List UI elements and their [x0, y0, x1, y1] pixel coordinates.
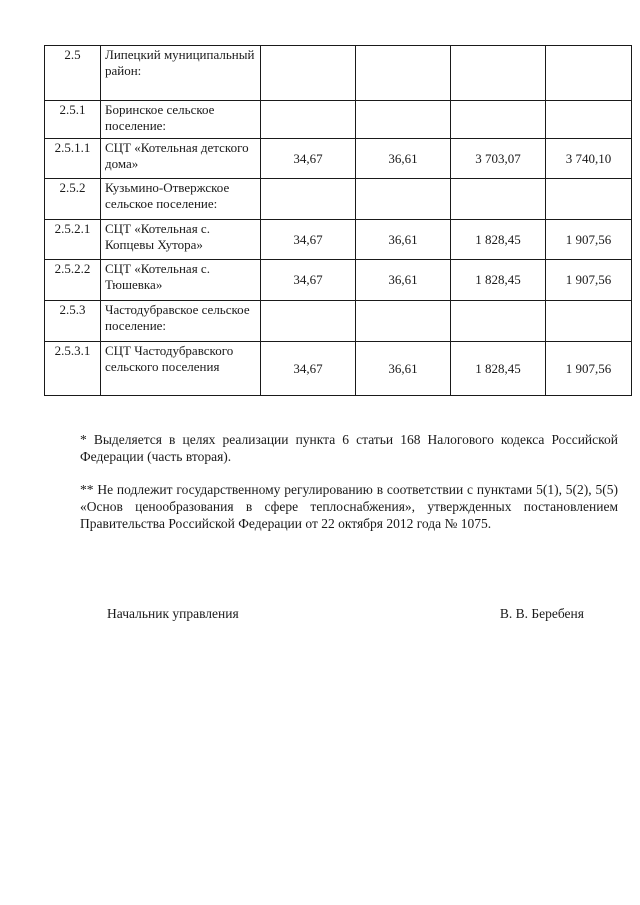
- row-value-2: 36,61: [356, 139, 451, 179]
- row-number: 2.5.3: [45, 301, 101, 342]
- row-value-3: [451, 46, 546, 101]
- row-value-3: [451, 179, 546, 220]
- row-name: СЦТ «Котельная детского дома»: [101, 139, 261, 179]
- row-value-1: 34,67: [261, 342, 356, 396]
- table-row: [45, 342, 632, 396]
- row-number: 2.5: [45, 46, 101, 101]
- row-value-2: [356, 46, 451, 101]
- row-value-1: 34,67: [261, 139, 356, 179]
- row-value-2: [356, 301, 451, 342]
- row-value-4: 3 740,10: [546, 139, 632, 179]
- row-value-1: 34,67: [261, 260, 356, 301]
- table-row: [45, 301, 632, 342]
- row-value-4: [546, 301, 632, 342]
- signature-name: В. В. Беребеня: [499, 606, 584, 621]
- footnote-block-1: [80, 431, 618, 465]
- row-name: Кузьмино-Отвержское сельское поселение:: [101, 179, 261, 220]
- row-name: Частодубравское сельское поселение:: [101, 301, 261, 342]
- tariff-table: [44, 45, 632, 396]
- row-name: СЦТ Частодубравского сельского поселения: [101, 342, 261, 396]
- row-value-4: 1 907,56: [546, 220, 632, 260]
- row-value-4: 1 907,56: [546, 342, 632, 396]
- table-row: [45, 101, 632, 139]
- row-value-4: [546, 179, 632, 220]
- row-value-3: 3 703,07: [451, 139, 546, 179]
- row-value-3: 1 828,45: [451, 220, 546, 260]
- row-number: 2.5.3.1: [45, 342, 101, 396]
- row-value-3: 1 828,45: [451, 260, 546, 301]
- footnote-second: ** Не подлежит государственному регулированию в соответствии с пунктами 5(1), 5(2), 5(5) «Основ ценообразования в сфере теплоснабжения», утвержденных постановлением Правительства Российской Федерации от 22 октября 2012 года № 1075.: [80, 482, 618, 531]
- row-value-1: [261, 46, 356, 101]
- row-value-1: [261, 301, 356, 342]
- row-value-1: [261, 179, 356, 220]
- row-value-3: 1 828,45: [451, 342, 546, 396]
- row-value-2: [356, 179, 451, 220]
- row-value-1: [261, 101, 356, 139]
- row-name: Боринское сельское поселение:: [101, 101, 261, 139]
- row-name: СЦТ «Котельная с. Тюшевка»: [101, 260, 261, 301]
- signature-title: Начальник управления: [107, 606, 239, 621]
- row-value-1: 34,67: [261, 220, 356, 260]
- row-value-3: [451, 301, 546, 342]
- table-row: [45, 179, 632, 220]
- footnote-block-2: [80, 481, 618, 532]
- table-row: [45, 46, 632, 101]
- row-name: Липецкий муниципальный район:: [101, 46, 261, 101]
- row-value-4: [546, 101, 632, 139]
- row-number: 2.5.1: [45, 101, 101, 139]
- row-value-2: 36,61: [356, 260, 451, 301]
- row-value-2: 36,61: [356, 342, 451, 396]
- row-value-2: [356, 101, 451, 139]
- row-number: 2.5.1.1: [45, 139, 101, 179]
- row-number: 2.5.2.2: [45, 260, 101, 301]
- row-value-4: [546, 46, 632, 101]
- table-row: [45, 220, 632, 260]
- table-row: [45, 139, 632, 179]
- row-value-3: [451, 101, 546, 139]
- row-value-4: 1 907,56: [546, 260, 632, 301]
- table-row: [45, 260, 632, 301]
- footnote-first: * Выделяется в целях реализации пункта 6 статьи 168 Налогового кодекса Российской Федерации (часть вторая).: [80, 432, 618, 464]
- row-number: 2.5.2: [45, 179, 101, 220]
- row-name: СЦТ «Котельная с. Копцевы Хутора»: [101, 220, 261, 260]
- row-value-2: 36,61: [356, 220, 451, 260]
- row-number: 2.5.2.1: [45, 220, 101, 260]
